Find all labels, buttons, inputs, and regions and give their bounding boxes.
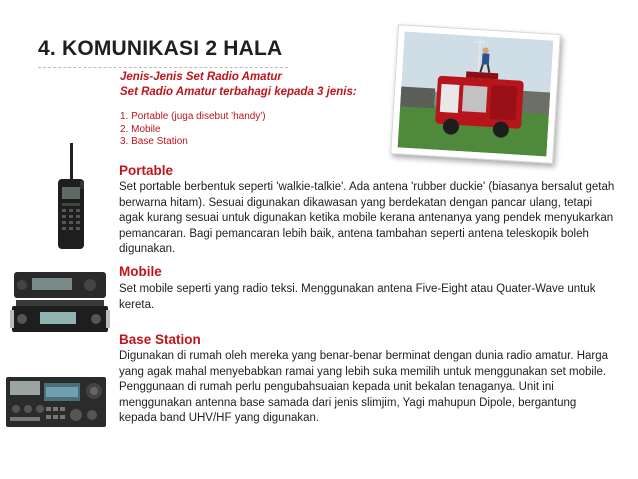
list-item: 2. Mobile [120,123,161,135]
intro-line-1: Jenis-Jenis Set Radio Amatur [120,71,282,83]
slide-title: 4. KOMUNIKASI 2 HALA [38,37,283,60]
mobile-description: Set mobile seperti yang radio teksi. Menggunakan antena Five-Eight atau Quater-Wave untuk kereta. [119,283,596,311]
vehicle-antenna-photo [390,24,561,164]
handheld-radio-image [52,143,92,251]
mobile-heading: Mobile [119,264,162,279]
title-divider [38,67,288,68]
base-station-description: Digunakan di rumah oleh mereka yang benar-benar berminat dengan dunia radio amatur. Harga yang agak mahal menyebabkan ramai yang lebih suka memilih untuk menggunakan set mobile. Penggunaan di rumah perlu pengubahsuaian kepada unit bekalan tenaganya. Unit ini menggunakan antenna base samada dari jenis slimjim, Yagi mahupun Dipole, bergantung kepada band UHV/HF yang digunakan. [119,350,609,424]
mobile-radio-image [10,270,110,336]
portable-heading: Portable [119,163,174,178]
radio-type-list [120,111,266,149]
list-item: 1. Portable (juga disebut 'handy') [120,111,266,122]
intro-block [120,70,357,100]
portable-description: Set portable berbentuk seperti 'walkie-talkie'. Ada antena 'rubber duckie' (biasanya bersalut getah berwarna hitam). Sesuai digunakan dikawasan yang berdekatan dengan pancar ulang, tetapi agak kurang sesuai untuk digunakan ketika mobile kerana antenanya yang pendek menyukarkan pemancaran. Bagi pemancaran lebih baik, antena tambahan seperti antena teleskopik boleh digunakan. [119,181,615,255]
base-station-heading: Base Station [119,332,201,347]
base-station-radio-image [6,375,106,431]
list-item: 3. Base Station [120,136,188,147]
intro-line-2: Set Radio Amatur terbahagi kepada 3 jenis: [120,86,357,98]
